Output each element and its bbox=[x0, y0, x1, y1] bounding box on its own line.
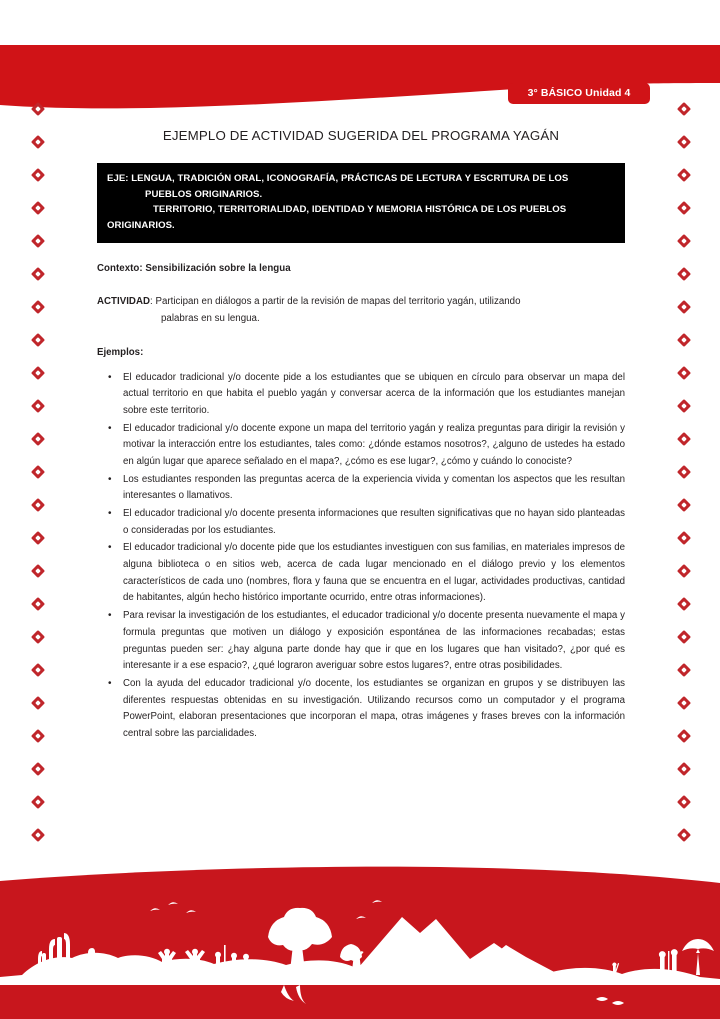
list-item: • Los estudiantes responden las preguntas acerca de la experiencia vivida y comentan los aspectos que les resultan interesantes o llamativos. bbox=[123, 472, 625, 505]
diamond-icon bbox=[31, 366, 45, 380]
examples-label: Ejemplos: bbox=[97, 346, 144, 358]
diamond-icon bbox=[31, 762, 45, 776]
unit-badge: 3° BÁSICO Unidad 4 bbox=[508, 83, 650, 104]
diamond-icon bbox=[31, 234, 45, 248]
diamond-icon bbox=[31, 696, 45, 710]
diamond-icon bbox=[677, 531, 691, 545]
diamond-icon bbox=[677, 267, 691, 281]
eje-line-3: TERRITORIO, TERRITORIALIDAD, IDENTIDAD Y MEMORIA HISTÓRICA DE LOS PUEBLOS bbox=[153, 204, 567, 216]
eje-black-box bbox=[97, 163, 625, 243]
diamond-icon bbox=[31, 564, 45, 578]
diamond-icon bbox=[677, 498, 691, 512]
diamond-icon bbox=[677, 729, 691, 743]
diamond-icon bbox=[31, 597, 45, 611]
diamond-icon bbox=[677, 828, 691, 842]
diamond-icon bbox=[31, 795, 45, 809]
diamond-icon bbox=[31, 531, 45, 545]
eje-line-4: ORIGINARIOS. bbox=[107, 219, 175, 231]
diamond-icon bbox=[677, 102, 691, 116]
diamond-icon bbox=[31, 663, 45, 677]
diamond-icon bbox=[677, 366, 691, 380]
diamond-icon bbox=[31, 630, 45, 644]
diamond-icon bbox=[677, 795, 691, 809]
activity-text: : Participan en diálogos a partir de la revisión de mapas del territorio yagán, utilizando bbox=[150, 296, 521, 308]
diamond-icon bbox=[31, 498, 45, 512]
diamond-icon bbox=[677, 300, 691, 314]
list-item: • El educador tradicional y/o docente pide a los estudiantes que se ubiquen en círculo para observar un mapa del actual territorio en que habita el pueblo yagán y conversar acerca de la información que los estudiantes manejan sobre este territorio. bbox=[123, 370, 625, 420]
diamond-icon bbox=[31, 135, 45, 149]
left-diamond-ornament-column bbox=[30, 104, 46, 863]
diamond-icon bbox=[677, 663, 691, 677]
diamond-icon bbox=[31, 267, 45, 281]
diamond-icon bbox=[677, 234, 691, 248]
list-item: • El educador tradicional y/o docente expone un mapa del territorio yagán y realiza preguntas para dirigir la revisión y motivar la interacción entre los estudiantes, tales como: ¿dónde estamos nosotros?, ¿alguno de ustedes ha estado en algún lugar que aparece señalado en el mapa?, ¿cómo es ese lugar?, ¿cómo y cuándo lo conociste? bbox=[123, 421, 625, 471]
activity-block bbox=[97, 294, 625, 327]
diamond-icon bbox=[677, 135, 691, 149]
diamond-icon bbox=[677, 696, 691, 710]
page-title: EJEMPLO DE ACTIVIDAD SUGERIDA DEL PROGRAMA YAGÁN bbox=[162, 128, 560, 143]
diamond-icon bbox=[31, 828, 45, 842]
diamond-icon bbox=[31, 432, 45, 446]
diamond-icon bbox=[677, 432, 691, 446]
document-content bbox=[97, 128, 625, 744]
diamond-icon bbox=[31, 168, 45, 182]
diamond-icon bbox=[31, 300, 45, 314]
diamond-icon bbox=[31, 729, 45, 743]
diamond-icon bbox=[677, 399, 691, 413]
diamond-icon bbox=[31, 465, 45, 479]
diamond-icon bbox=[677, 762, 691, 776]
diamond-icon bbox=[31, 102, 45, 116]
diamond-icon bbox=[31, 399, 45, 413]
activity-continuation: palabras en su lengua. bbox=[161, 312, 260, 324]
list-item: • Para revisar la investigación de los estudiantes, el educador tradicional y/o docente presenta nuevamente el mapa y formula preguntas que motiven un diálogo y exposición espontánea de las informaciones recabadas; estas preguntas pueden ser: ¿hay alguna parte donde hay que ir que en los lugares que han visitado?, ¿por qué es interesante ir a ese espacio?, ¿qué lograron averiguar sobre estos lugares?, entre otras posibilidades. bbox=[123, 608, 625, 675]
eje-line-2: PUEBLOS ORIGINARIOS. bbox=[145, 188, 263, 200]
diamond-icon bbox=[677, 597, 691, 611]
diamond-icon bbox=[677, 630, 691, 644]
diamond-icon bbox=[31, 333, 45, 347]
diamond-icon bbox=[677, 201, 691, 215]
diamond-icon bbox=[31, 201, 45, 215]
eje-line-1: EJE: LENGUA, TRADICIÓN ORAL, ICONOGRAFÍA, PRÁCTICAS DE LECTURA Y ESCRITURA DE LOS bbox=[107, 173, 569, 184]
context-line: Contexto: Sensibilización sobre la lengua bbox=[97, 263, 291, 275]
red-landscape-silhouette-band bbox=[0, 859, 720, 1019]
right-diamond-ornament-column bbox=[676, 104, 692, 863]
diamond-icon bbox=[677, 465, 691, 479]
diamond-icon bbox=[677, 168, 691, 182]
activity-label: ACTIVIDAD bbox=[97, 296, 151, 308]
diamond-icon bbox=[677, 564, 691, 578]
list-item: • El educador tradicional y/o docente presenta informaciones que resulten significativas que no hayan sido planteadas o consideradas por los estudiantes. bbox=[123, 506, 625, 539]
diamond-icon bbox=[677, 333, 691, 347]
list-item: • Con la ayuda del educador tradicional y/o docente, los estudiantes se organizan en grupos y se distribuyen las diferentes respuestas obtenidas en su investigación. Utilizando recursos como un computador y el programa PowerPoint, elaboran presentaciones que incorporan el mapa, otras imágenes y frases breves con la información central sobre las parcialidades. bbox=[123, 676, 625, 743]
list-item: • El educador tradicional y/o docente pide que los estudiantes investiguen con sus familias, en materiales impresos de alguna biblioteca o en sitios web, acerca de cada lugar mencionado en el diálogo previo y los elementos característicos de cada uno (nombres, flora y fauna que se encuentra en el lugar, actividades productivas, cantidad de habitantes, algún hecho histórico importante ocurrido, entre otras informaciones). bbox=[123, 540, 625, 607]
examples-list bbox=[97, 370, 625, 743]
